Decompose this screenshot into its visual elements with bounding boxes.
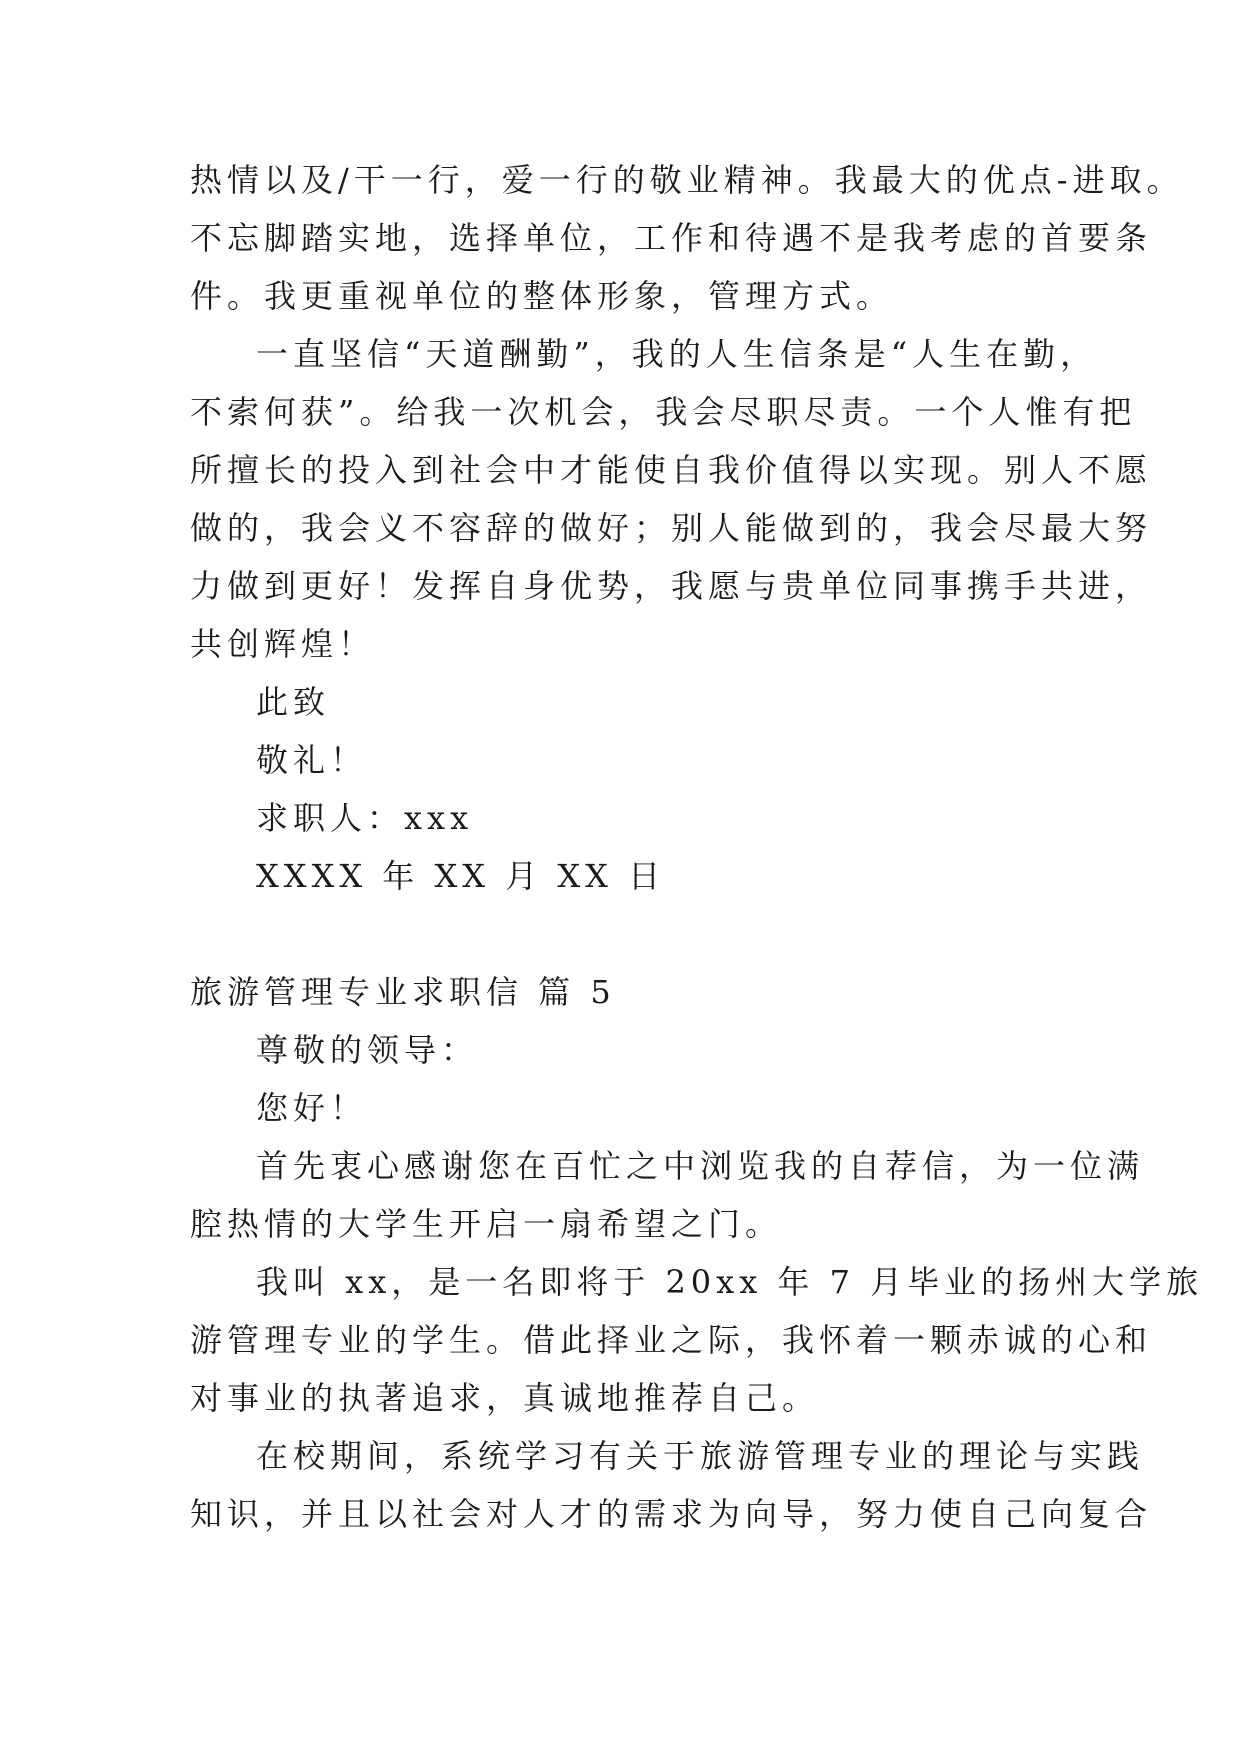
section-title: 旅游管理专业求职信 篇 5 — [190, 973, 616, 1011]
text-line: 共创辉煌！ — [190, 625, 376, 663]
text-line: 知识，并且以社会对人才的需求为向导，努力使自己向复合 — [190, 1495, 1153, 1533]
text-line: 不忘脚踏实地，选择单位，工作和待遇不是我考虑的首要条 — [190, 219, 1153, 257]
signature-line: 求职人：xxx — [256, 799, 474, 837]
text-line: 做的，我会义不容辞的做好；别人能做到的，我会尽最大努 — [190, 509, 1153, 547]
text-line: 不索何获”。给我一次机会，我会尽职尽责。一个人惟有把 — [190, 393, 1137, 431]
text-line: 首先衷心感谢您在百忙之中浏览我的自荐信，为一位满 — [256, 1147, 1145, 1185]
text-line: 一直坚信“天道酬勤”，我的人生信条是“人生在勤， — [256, 335, 1098, 373]
closing-line: 敬礼！ — [256, 741, 368, 779]
closing-line: 此致 — [256, 683, 331, 721]
text-line: 所擅长的投入到社会中才能使自我价值得以实现。别人不愿 — [190, 451, 1153, 489]
text-line: 在校期间，系统学习有关于旅游管理专业的理论与实践 — [256, 1437, 1145, 1475]
date-line: XXXX 年 XX 月 XX 日 — [256, 857, 666, 895]
text-line: 腔热情的大学生开启一扇希望之门。 — [190, 1205, 783, 1243]
text-line: 对事业的执著追求，真诚地推荐自己。 — [190, 1379, 820, 1417]
salutation: 尊敬的领导： — [256, 1031, 479, 1069]
text-line: 热情以及/干一行，爱一行的敬业精神。我最大的优点-进取。 — [190, 161, 1184, 199]
greeting: 您好！ — [256, 1089, 368, 1127]
text-line: 我叫 xx，是一名即将于 20xx 年 7 月毕业的扬州大学旅 — [256, 1263, 1204, 1301]
text-line: 力做到更好！发挥自身优势，我愿与贵单位同事携手共进， — [190, 567, 1153, 605]
text-line: 件。我更重视单位的整体形象，管理方式。 — [190, 277, 894, 315]
text-line: 游管理专业的学生。借此择业之际，我怀着一颗赤诚的心和 — [190, 1321, 1153, 1359]
